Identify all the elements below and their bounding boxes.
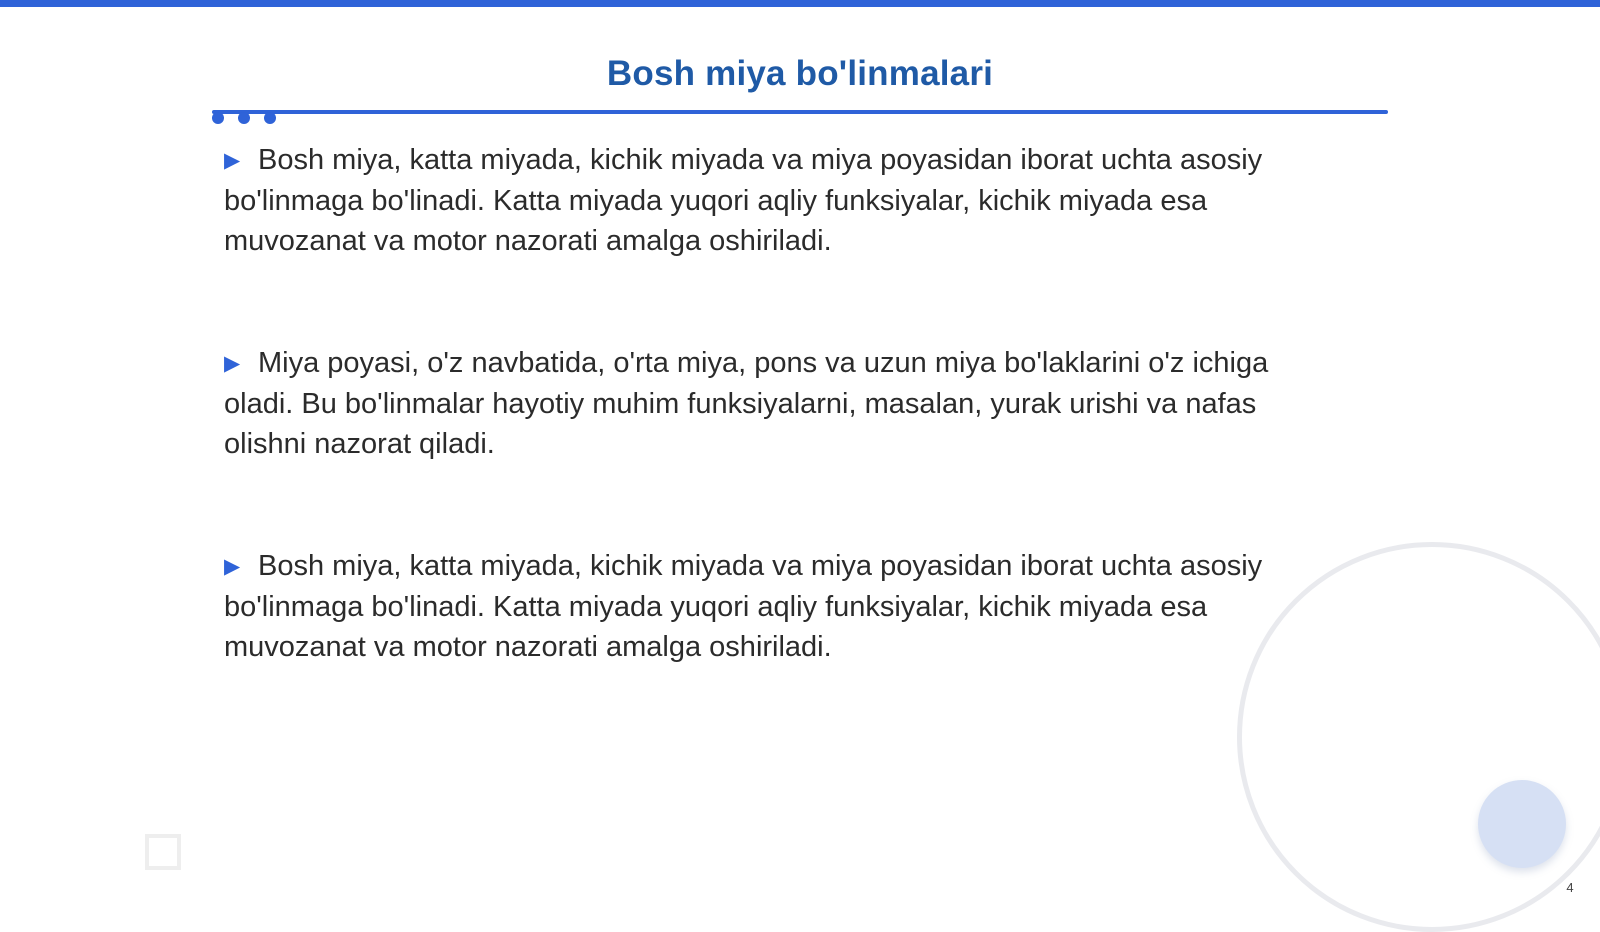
bullet-item xyxy=(224,343,1344,464)
top-accent-bar xyxy=(0,0,1600,7)
bullet-item xyxy=(224,546,1344,667)
decorative-ring xyxy=(1237,542,1600,932)
underline-dot-1 xyxy=(212,112,224,124)
bullet-item xyxy=(224,140,1344,261)
page-number: 4 xyxy=(1566,880,1574,895)
underline-dot-2 xyxy=(238,112,250,124)
bullet-list xyxy=(224,140,1344,749)
triangle-bullet-icon: ▶ xyxy=(224,352,241,375)
underline-dot-3 xyxy=(264,112,276,124)
decorative-square xyxy=(145,834,181,870)
triangle-bullet-icon: ▶ xyxy=(224,149,241,172)
decorative-circle xyxy=(1478,780,1566,868)
bullet-text: Bosh miya, katta miyada, kichik miyada va miya poyasidan iborat uchta asosiy bo'linmaga bo'linadi. Katta miyada yuqori aqliy funksiyalar, kichik miyada esa muvozanat va motor nazorati amalga oshiriladi. xyxy=(224,550,1263,663)
slide-title: Bosh miya bo'linmalari xyxy=(606,54,994,93)
triangle-bullet-icon: ▶ xyxy=(224,555,241,578)
title-underline xyxy=(212,110,1388,114)
bullet-text: Bosh miya, katta miyada, kichik miyada va miya poyasidan iborat uchta asosiy bo'linmaga bo'linadi. Katta miyada yuqori aqliy funksiyalar, kichik miyada esa muvozanat va motor nazorati amalga oshiriladi. xyxy=(224,144,1263,257)
bullet-text: Miya poyasi, o'z navbatida, o'rta miya, pons va uzun miya bo'laklarini o'z ichiga oladi. Bu bo'linmalar hayotiy muhim funksiyalarni, masalan, yurak urishi va nafas olishni nazorat qiladi. xyxy=(224,347,1269,460)
